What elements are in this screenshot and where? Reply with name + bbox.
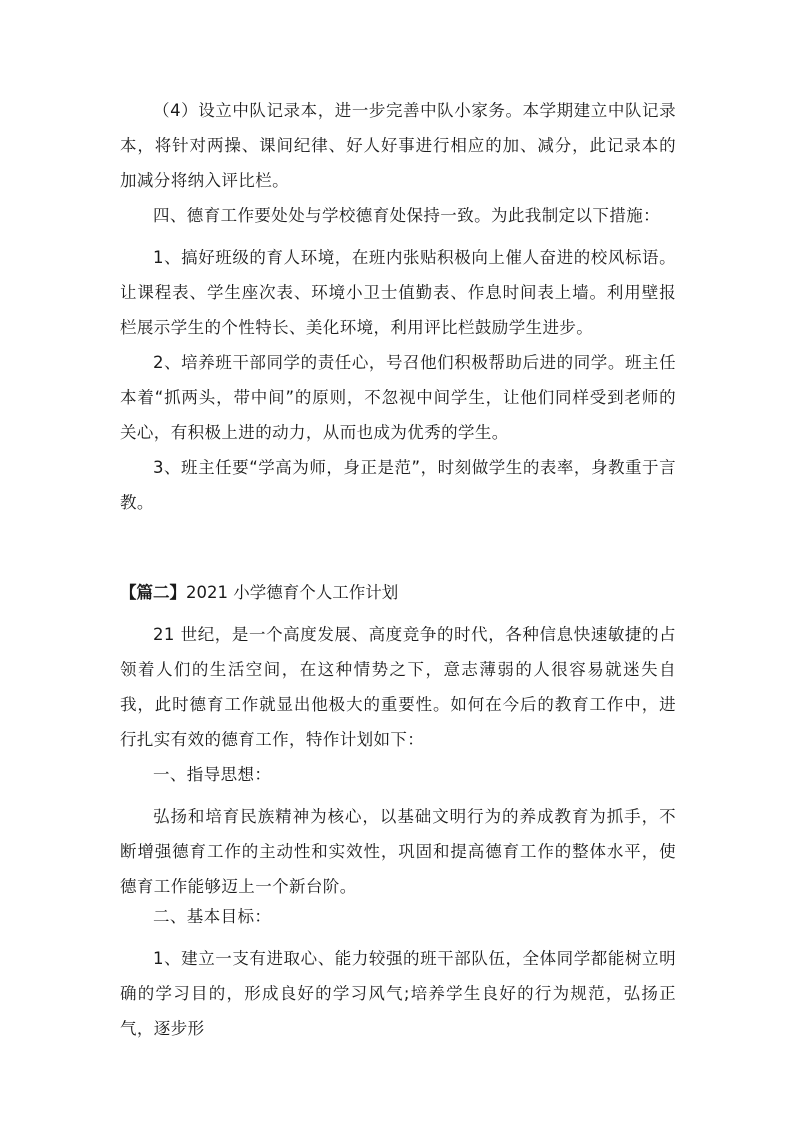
paragraph-measure-3: 3、班主任要“学高为师，身正是范”，时刻做学生的表率，身教重于言教。	[120, 458, 676, 512]
paragraph-measure-2: 2、培养班干部同学的责任心，号召他们积极帮助后进的同学。班主任本着“抓两头，带中间”的原则，不忽视中间学生，让他们同样受到老师的关心，有积极上进的动力，从而也成为优秀的学生。	[120, 353, 676, 442]
subheading-guiding-thought: 一、指导思想：	[153, 765, 272, 784]
section-tag: 【篇二】	[120, 583, 186, 602]
section-heading	[120, 575, 676, 610]
paragraph-measures-intro: 四、德育工作要处处与学校德育处保持一致。为此我制定以下措施：	[153, 206, 660, 225]
section-title: 2021 小学德育个人工作计划	[186, 583, 399, 602]
paragraph-record-book: （4）设立中队记录本，进一步完善中队小家务。本学期建立中队记录本，将针对两操、课间纪律、好人好事进行相应的加、减分，此记录本的加减分将纳入评比栏。	[120, 101, 676, 190]
paragraph-goal-1: 1、建立一支有进取心、能力较强的班干部队伍，全体同学都能树立明确的学习目的，形成良好的学习风气;培养学生良好的行为规范，弘扬正气，逐步形	[120, 949, 676, 1038]
paragraph-guiding-thought: 弘扬和培育民族精神为核心，以基础文明行为的养成教育为抓手，不断增强德育工作的主动性和实效性，巩固和提高德育工作的整体水平，使德育工作能够迈上一个新台阶。	[120, 807, 676, 896]
paragraph-measure-1: 1、搞好班级的育人环境，在班内张贴积极向上催人奋进的校风标语。让课程表、学生座次表、环境小卫士值勤表、作息时间表上墙。利用壁报栏展示学生的个性特长、美化环境，利用评比栏鼓励学生进步。	[120, 248, 676, 337]
subheading-basic-goals: 二、基本目标：	[153, 907, 272, 926]
paragraph-intro: 21 世纪，是一个高度发展、高度竞争的时代，各种信息快速敏捷的占领着人们的生活空间，在这种情势之下，意志薄弱的人很容易就迷失自我，此时德育工作就显出他极大的重要性。如何在今后的教育工作中，进行扎实有效的德育工作，特作计划如下：	[120, 625, 676, 749]
